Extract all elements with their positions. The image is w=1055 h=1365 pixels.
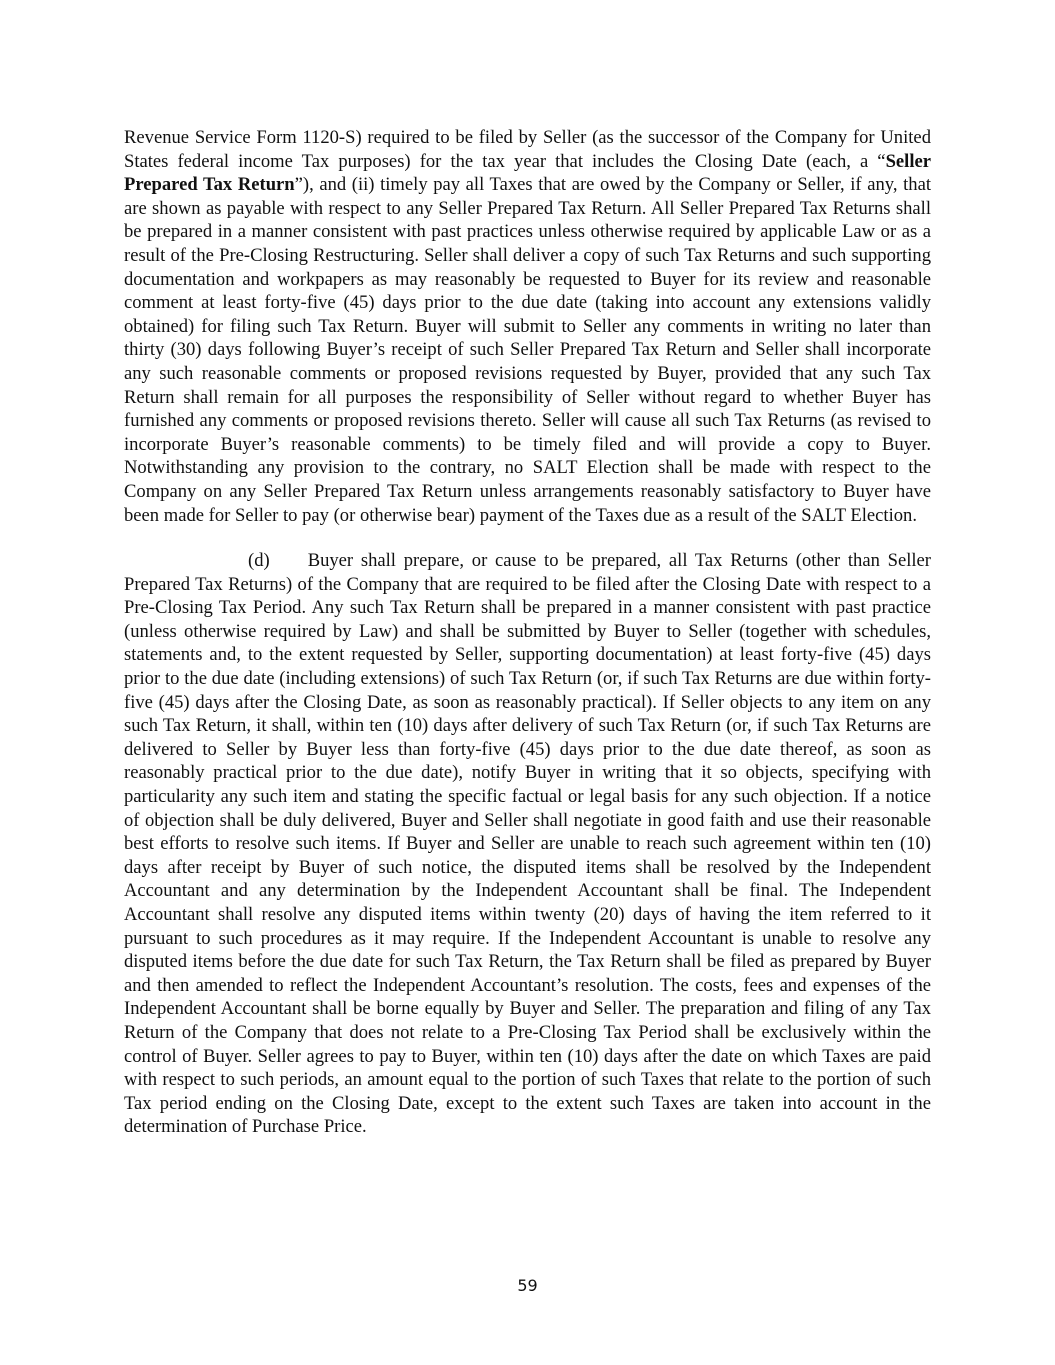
paragraph-d bbox=[124, 549, 931, 1139]
document-body bbox=[124, 126, 931, 1139]
page-number: 59 bbox=[517, 1276, 538, 1295]
defined-term-seller-prepared-tax-return: Seller Prepared Tax Return bbox=[124, 150, 931, 196]
paragraph-c-text-end: ”), and (ii) timely pay all Taxes that are owed by the Company or Seller, if any, that are shown as payable with respect to any Seller Prepared Tax Return. All Seller Prepared Tax Returns shall be prepared in a manner consistent with past practices unless otherwise required by applicable Law or as a result of the Pre-Closing Restructuring. Seller shall deliver a copy of such Tax Returns and such supporting documentation and workpapers as may reasonably be requested to Buyer for its review and reasonable comment at least forty-five (45) days prior to the due date (taking into account any extensions validly obtained) for filing such Tax Return. Buyer will submit to Seller any comments in writing no later than thirty (30) days following Buyer’s receipt of such Seller Prepared Tax Return and Seller shall incorporate any such reasonable comments or proposed revisions requested by Buyer, provided that any such Tax Return shall remain for all purposes the responsibility of Seller without regard to whether Buyer has furnished any comments or proposed revisions thereto. Seller will cause all such Tax Returns (as revised to incorporate Buyer’s reasonable comments) to be timely filed and will provide a copy to Buyer. Notwithstanding any provision to the contrary, no SALT Election shall be made with respect to the Company on any Seller Prepared Tax Return unless arrangements reasonably satisfactory to Buyer have been made for Seller to pay (or otherwise bear) payment of the Taxes due as a result of the SALT Election. bbox=[124, 174, 931, 526]
paragraph-d-text: Buyer shall prepare, or cause to be prepared, all Tax Returns (other than Seller Prepared Tax Returns) of the Company that are required to be filed after the Closing Date with respect to a Pre-Closing Tax Period. Any such Tax Return shall be prepared in a manner consistent with past practice (unless otherwise required by Law) and shall be submitted by Buyer to Seller (together with schedules, statements and, to the extent requested by Seller, supporting documentation) at least forty-five (45) days prior to the due date (including extensions) of such Tax Return (or, if such Tax Returns are due within forty-five (45) days after the Closing Date, as soon as reasonably practical). If Seller objects to any item on any such Tax Return, it shall, within ten (10) days after delivery of such Tax Return (or, if such Tax Returns are delivered to Seller by Buyer less than forty-five (45) days prior to the due date thereof, as soon as reasonably practical prior to the due date), notify Buyer in writing that it so objects, specifying with particularity any such item and stating the specific factual or legal basis for any such objection. If a notice of objection shall be duly delivered, Buyer and Seller shall negotiate in good faith and use their reasonable best efforts to resolve such items. If Buyer and Seller are unable to reach such agreement within ten (10) days after receipt by Buyer of such notice, the disputed items shall be resolved by the Independent Accountant and any determination by the Independent Accountant shall be final. The Independent Accountant shall resolve any disputed items within twenty (20) days of having the item referred to it pursuant to such procedures as it may require. If the Independent Accountant is unable to resolve any disputed items before the due date for such Tax Return, the Tax Return shall be filed as prepared by Buyer and then amended to reflect the Independent Accountant’s resolution. The costs, fees and expenses of the Independent Accountant shall be borne equally by Buyer and Seller. The preparation and filing of any Tax Return of the Company that does not relate to a Pre-Closing Tax Period shall be exclusively within the control of Buyer. Seller agrees to pay to Buyer, within ten (10) days after the date on which Taxes are paid with respect to such periods, an amount equal to the portion of such Taxes that relate to the portion of such Tax period ending on the Closing Date, except to the extent such Taxes are taken into account in the determination of Purchase Price. bbox=[124, 550, 931, 1138]
paragraph-d-label: (d) bbox=[248, 550, 270, 572]
paragraph-c-text-start: Revenue Service Form 1120-S) required to be filed by Seller (as the successor of the Company for United States federal income Tax purposes) for the tax year that includes the Closing Date (each, a “ bbox=[124, 127, 931, 172]
paragraph-c-continuation bbox=[124, 126, 931, 527]
